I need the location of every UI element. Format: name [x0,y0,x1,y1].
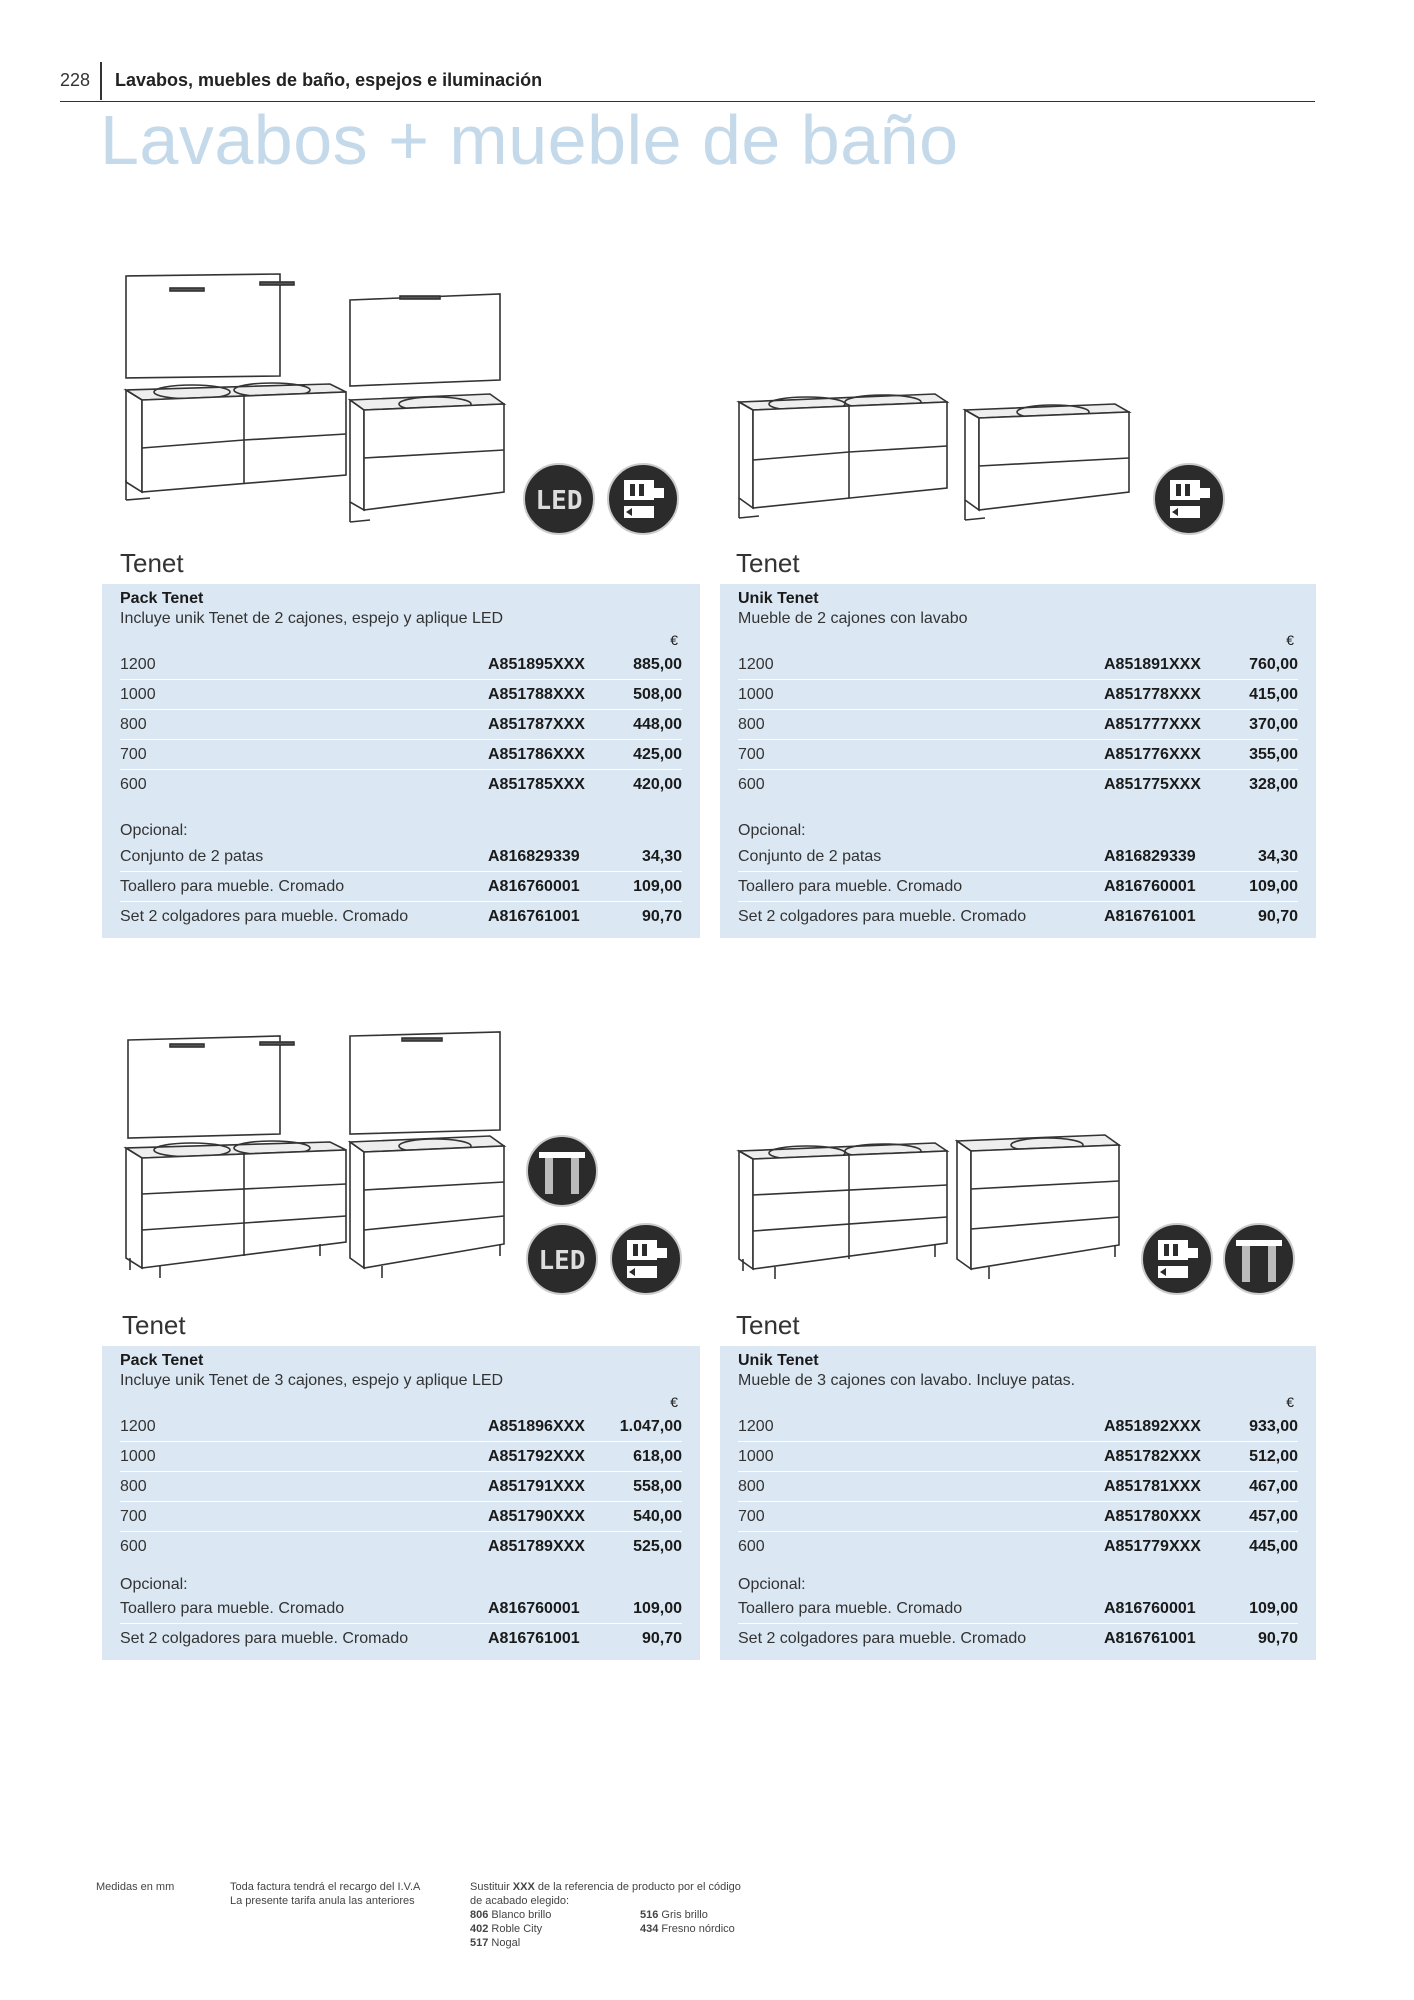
illustration-unik-3-cajones [735,1125,1135,1285]
block-subtitle: Mueble de 3 cajones con lavabo. Incluye patas. [738,1372,1076,1389]
currency-label: € [670,1394,678,1410]
optional-row: Set 2 colgadores para mueble. Cromado A816761001 90,70 [738,1630,1298,1647]
product-name: Tenet [736,1310,800,1340]
drawer-mechanism-icon [606,462,680,536]
drawer-mechanism-icon [1140,1222,1214,1296]
optional-label: Opcional: [738,822,806,839]
table-row: 1200 A851895XXX 885,00 [120,650,682,680]
currency-label: € [670,632,678,648]
price-table-pack-tenet-3 [102,1346,700,1660]
table-row: 800 A851791XXX 558,00 [120,1472,682,1502]
table-row: 600 A851775XXX 328,00 [738,776,1298,793]
legs-icon [1222,1222,1296,1296]
optional-label: Opcional: [120,1576,188,1593]
table-row: 600 A851789XXX 525,00 [120,1538,682,1555]
drawer-mechanism-icon [1152,462,1226,536]
optional-row: Toallero para mueble. Cromado A816760001 109,00 [738,872,1298,902]
table-row: 700 A851786XXX 425,00 [120,740,682,770]
drawer-mechanism-icon [609,1222,683,1296]
finish-item: 402 Roble City [470,1923,543,1935]
led-icon [522,462,596,536]
price-table-unik-tenet-2 [720,584,1316,938]
page-header [60,62,1315,102]
footer-measures: Medidas en mm [96,1881,175,1893]
optional-label: Opcional: [738,1576,806,1593]
table-row: 800 A851777XXX 370,00 [738,710,1298,740]
block-subtitle: Mueble de 2 cajones con lavabo [738,610,968,627]
optional-row: Set 2 colgadores para mueble. Cromado A816761001 90,70 [120,1630,682,1647]
block-title: Unik Tenet [738,1352,819,1369]
optional-row: Set 2 colgadores para mueble. Cromado A816761001 90,70 [738,908,1298,925]
table-row: 700 A851790XXX 540,00 [120,1502,682,1532]
section-title: Lavabos, muebles de baño, espejos e iluminación [115,70,543,90]
page-title: Lavabos + mueble de baño [100,101,959,179]
illustration-unik-2-cajones [735,380,1155,530]
table-row: 1200 A851891XXX 760,00 [738,650,1298,680]
svg-text:LED: LED [538,1246,586,1276]
footer-vat-note: Toda factura tendrá el recargo del I.V.A La presente tarifa anula las anteriores [230,1881,421,1907]
table-row: 700 A851776XXX 355,00 [738,740,1298,770]
currency-label: € [1286,632,1294,648]
optional-row: Toallero para mueble. Cromado A816760001 109,00 [120,1594,682,1624]
finish-item: 806 Blanco brillo [470,1909,552,1921]
led-icon [525,1222,599,1296]
page-number: 228 [60,70,91,90]
block-subtitle: Incluye unik Tenet de 2 cajones, espejo y aplique LED [120,610,504,627]
table-row: 600 A851779XXX 445,00 [738,1538,1298,1555]
table-row: 1200 A851892XXX 933,00 [738,1412,1298,1442]
optional-row: Set 2 colgadores para mueble. Cromado A816761001 90,70 [120,908,682,925]
table-row: 700 A851780XXX 457,00 [738,1502,1298,1532]
currency-label: € [1286,1394,1294,1410]
optional-row: Toallero para mueble. Cromado A816760001 109,00 [120,872,682,902]
block-title: Unik Tenet [738,590,819,607]
table-row: 1200 A851896XXX 1.047,00 [120,1412,682,1442]
product-name: Tenet [122,1310,186,1340]
footer-finishes: Sustituir XXX de la referencia de producto por el código de acabado elegido: 806 Blanco brillo 402 Roble City 517 Nogal 516 Gris brillo 434 Fresno nórdico [470,1881,741,1949]
table-row: 1000 A851792XXX 618,00 [120,1442,682,1472]
product-name: Tenet [736,548,800,578]
table-row: 800 A851781XXX 467,00 [738,1472,1298,1502]
table-row: 600 A851785XXX 420,00 [120,776,682,793]
finish-item: 434 Fresno nórdico [640,1923,735,1935]
finish-item: 517 Nogal [470,1937,521,1949]
illustration-pack-3-cajones [120,1030,520,1280]
optional-row: Conjunto de 2 patas A816829339 34,30 [738,842,1298,872]
block-subtitle: Incluye unik Tenet de 3 cajones, espejo y aplique LED [120,1372,504,1389]
svg-text:LED: LED [535,486,583,516]
table-row: 800 A851787XXX 448,00 [120,710,682,740]
block-title: Pack Tenet [120,590,204,607]
price-table-unik-tenet-3 [720,1346,1316,1660]
illustration-pack-2-cajones [120,270,680,540]
optional-row: Conjunto de 2 patas A816829339 34,30 [120,842,682,872]
block-title: Pack Tenet [120,1352,204,1369]
price-table-pack-tenet-2 [102,584,700,938]
optional-label: Opcional: [120,822,188,839]
legs-icon [525,1134,599,1208]
header-divider [100,62,102,100]
optional-row: Toallero para mueble. Cromado A816760001 109,00 [738,1594,1298,1624]
table-row: 1000 A851788XXX 508,00 [120,680,682,710]
finish-item: 516 Gris brillo [640,1909,708,1921]
table-row: 1000 A851778XXX 415,00 [738,680,1298,710]
table-row: 1000 A851782XXX 512,00 [738,1442,1298,1472]
product-name: Tenet [120,548,184,578]
